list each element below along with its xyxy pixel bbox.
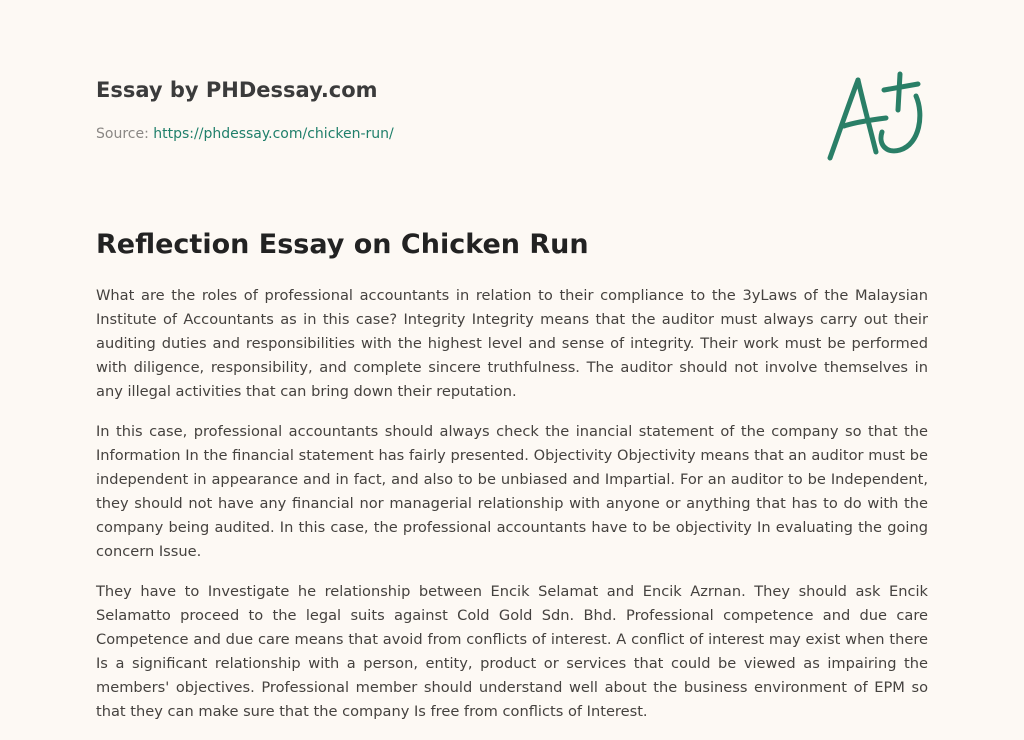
site-title: Essay by PHDessay.com	[96, 78, 378, 102]
page-header	[96, 76, 716, 144]
essay-paragraph: In this case, professional accountants should always check the inancial statement of the company so that the Information In the financial statement has fairly presented. Objectivity Objectivity means that an auditor must be independent in appearance and in fact, and also to be unbiased and Impartial. For an auditor to be Independent, they should not have any financial nor managerial relationship with anyone or anything that has to do with the company being audited. In this case, the professional accountants have to be objectivity In evaluating the going concern Issue.	[96, 423, 928, 560]
essay-paragraph: What are the roles of professional accountants in relation to their compliance to the 3yLaws of the Malaysian Institute of Accountants as in this case? Integrity Integrity means that the auditor must always carry out their auditing duties and responsibilities with the highest level and sense of integrity. Their work must be performed with diligence, responsibility, and complete sincere truthfulness. The auditor should not involve themselves in any illegal activities that can bring down their reputation.	[96, 287, 928, 400]
essay-title: Reflection Essay on Chicken Run	[96, 229, 589, 260]
essay-body	[96, 284, 928, 740]
essay-paragraph: They have to Investigate he relationship between Encik Selamat and Encik Azrnan. They should ask Encik Selamatto proceed to the legal suits against Cold Gold Sdn. Bhd. Professional competence and due care Competence and due care means that avoid from conflicts of interest. A conflict of interest may exist when there Is a significant relationship with a person, entity, product or services that could be viewed as impairing the members' objectives. Professional member should understand well about the business environment of EPM so that they can make sure that the company Is free from conflicts of Interest.	[96, 583, 928, 720]
source-line	[96, 124, 716, 144]
source-label: Source:	[96, 126, 149, 142]
source-link[interactable]: https://phdessay.com/chicken-run/	[153, 126, 394, 142]
a-plus-grade-logo-icon	[820, 66, 930, 166]
